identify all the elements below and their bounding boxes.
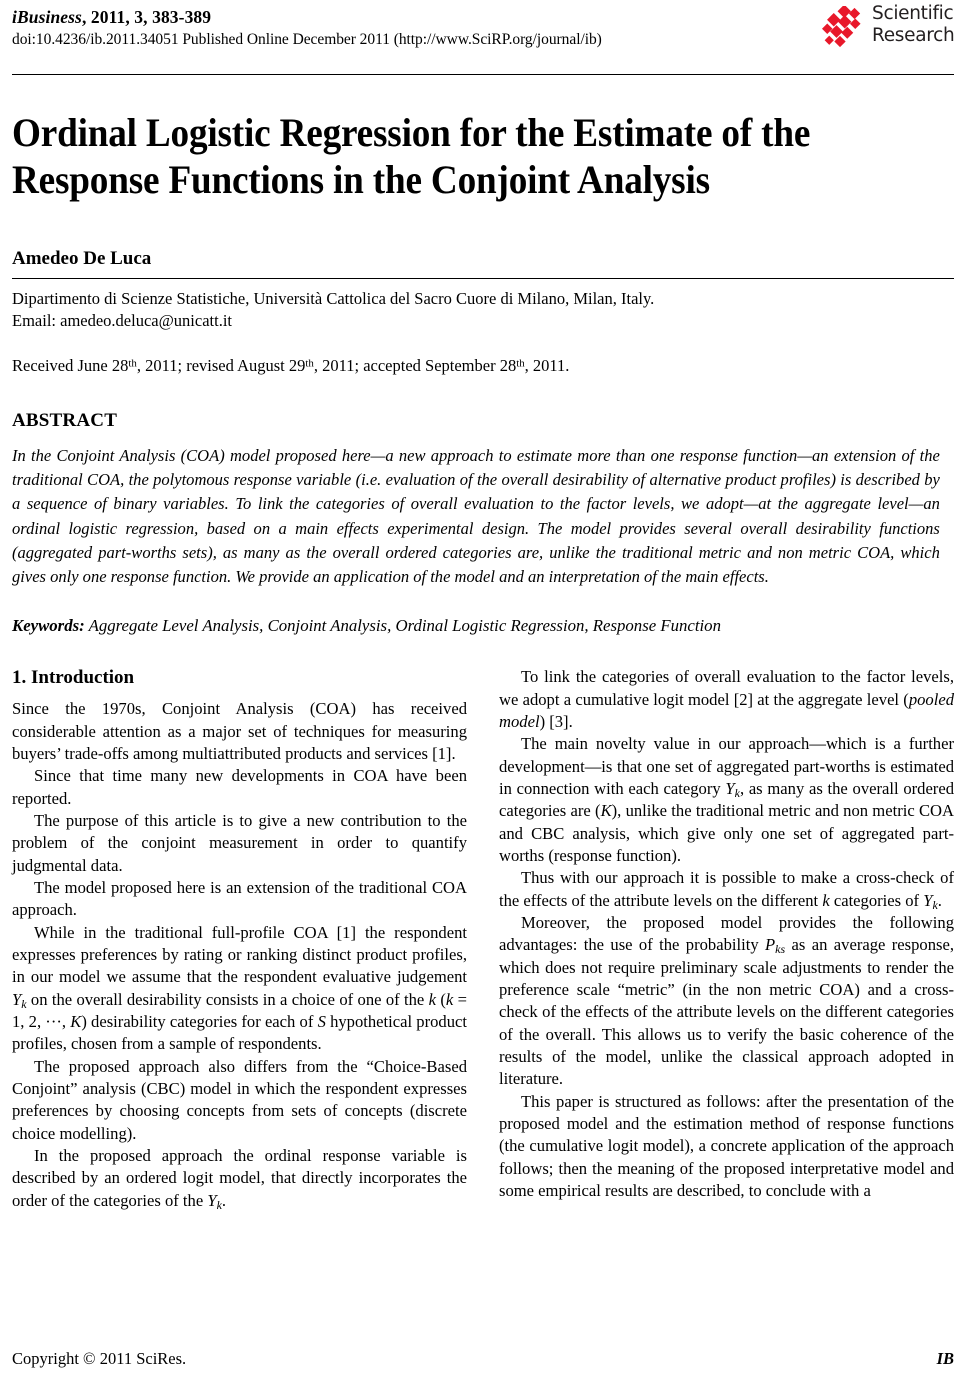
affiliation-line: Dipartimento di Scienze Statistiche, Università Cattolica del Sacro Cuore di Milano, Milan, Italy.	[12, 289, 655, 308]
body-columns	[12, 666, 954, 1212]
received-prefix: Received June 28	[12, 356, 129, 375]
publisher-logo	[814, 2, 954, 54]
text-run: Moreover, the proposed model provides the following advantages: the use of the probability	[499, 913, 954, 955]
text-run: ), unlike the traditional metric and non metric COA and CBC analysis, which give only one set of aggregated part-worths (response function).	[499, 801, 954, 865]
math-variable	[725, 779, 740, 798]
math-variable: k	[428, 989, 437, 1009]
logo-text-line2: Research	[872, 25, 955, 46]
author-divider	[12, 278, 954, 279]
text-run: categories of	[829, 890, 924, 910]
math-variable: K	[70, 1012, 82, 1032]
revised-mid: , 2011; revised August 29	[136, 356, 306, 375]
doi-line: doi:10.4236/ib.2011.34051 Published Online December 2011 (http://www.SciRP.org/journal/ib)	[12, 31, 602, 48]
math-symbol: P	[765, 935, 776, 955]
math-subscript: k	[216, 1197, 222, 1212]
paragraph	[12, 922, 467, 1056]
journal-issue: , 2011, 3, 383-389	[81, 7, 212, 27]
math-symbol: Y	[923, 890, 933, 910]
abstract-heading: ABSTRACT	[12, 410, 118, 431]
keywords-line	[12, 614, 954, 638]
author-name: Amedeo De Luca	[12, 248, 152, 269]
text-run: = 1, 2, ···,	[12, 989, 467, 1032]
author-email: Email: amedeo.deluca@unicatt.it	[12, 311, 232, 330]
revised-sup: th	[305, 357, 314, 370]
keywords-text: Aggregate Level Analysis, Conjoint Analysis, Ordinal Logistic Regression, Response Function	[84, 616, 721, 636]
affiliation-block	[12, 288, 954, 332]
math-variable	[207, 1191, 222, 1210]
text-run: In the proposed approach the ordinal response variable is described by an ordered logit model, that directly incorporates the order of the categories of the	[12, 1146, 467, 1210]
masthead-text	[12, 6, 772, 50]
math-variable	[923, 891, 938, 910]
text-run: as an average response, which does not require preliminary scale adjustments to render the preference scale “metric” (in the non metric COA) and a cross-check of the effects of the attribute levels on the different categories of the overall. This allows us to verify the basic coherence of the results of the model, unlike the classical approach adopted in literature.	[499, 935, 954, 1089]
page-title: Ordinal Logistic Regression for the Estimate of the Response Functions in the Conjoint Analysis	[12, 110, 811, 202]
paragraph	[499, 733, 954, 867]
masthead	[12, 0, 954, 68]
text-run: , as many as the overall ordered categories are (	[499, 778, 954, 821]
column-right	[499, 666, 954, 1212]
text-run: .	[937, 890, 942, 910]
math-variable: k	[445, 989, 454, 1009]
abstract-text: In the Conjoint Analysis (COA) model proposed here—a new approach to estimate more than one response function—an extension of the traditional COA, the polytomous response variable (i.e. evaluation of the overall desirability of alternative product profiles) is described by a sequence of binary variables. To link the categories of overall evaluation to the factor levels, we adopt—at the aggregate level—an ordinal logistic regression, based on a main effects experimental design. The model provides several overall desirability functions (aggregated part-worths sets), as many as the overall ordered categories are, unlike the traditional metric and non metric COA, which gives only one response function. We provide an application of the model and an interpretation of the main effects.	[12, 446, 940, 587]
math-subscript: k	[21, 996, 27, 1011]
paragraph	[12, 1145, 467, 1212]
logo-text-line1: Scientific	[872, 3, 954, 24]
paragraph: The purpose of this article is to give a new contribution to the problem of the conjoint measurement in order to quantify judgmental data.	[12, 810, 467, 875]
paragraph: This paper is structured as follows: after the presentation of the proposed model and the estimation method of response functions (the cumulative logit model), a concrete application of the approach follows; then the meaning of the proposed interpretative model and some empirical results are described, to conclude with a	[499, 1091, 954, 1201]
text-run: ) desirability categories for each of	[81, 1012, 318, 1032]
math-variable: K	[600, 801, 612, 821]
paragraph	[499, 666, 954, 733]
math-symbol: Y	[725, 778, 735, 798]
text-run: ) [3].	[539, 711, 573, 731]
text-run: To link the categories of overall evaluation to the factor levels, we adopt a cumulative logit model [2] at the aggregate level (	[499, 667, 954, 709]
journal-abbrev: IB	[936, 1349, 954, 1368]
page-footer	[12, 1349, 954, 1369]
paragraph: Since the 1970s, Conjoint Analysis (COA) has received considerable attention as a major set of techniques for measuring buyers’ trade-offs among multiattributed products and services [1].	[12, 699, 467, 763]
paragraph	[499, 867, 954, 912]
section-heading-introduction: 1. Introduction	[12, 667, 135, 689]
accepted-sup: th	[516, 357, 525, 370]
text-run: While in the traditional full-profile COA [1] the respondent expresses preferences by rating or ranking distinct product profiles, in our model we assume that the respondent evaluative judgement	[12, 922, 467, 987]
text-run: Thus with our approach it is possible to make a cross-check of the effects of the attribute levels on the different	[499, 868, 954, 910]
math-subscript: ks	[775, 942, 786, 957]
accepted-mid: , 2011; accepted September 28	[313, 356, 517, 375]
emphasis-term: pooled model	[499, 689, 954, 731]
text-run: hypothetical product profiles, chosen from a sample of respondents.	[12, 1012, 467, 1054]
logo-text	[872, 3, 954, 47]
math-variable: S	[317, 1012, 326, 1032]
text-run: .	[221, 1190, 227, 1210]
math-variable	[12, 990, 27, 1009]
math-variable	[765, 935, 786, 957]
journal-name: iBusiness	[12, 7, 82, 27]
diamond-grid-icon	[822, 6, 868, 50]
math-variable: k	[822, 890, 830, 910]
paragraph	[499, 912, 954, 1091]
copyright-text: Copyright © 2011 SciRes.	[12, 1349, 187, 1368]
paragraph: The model proposed here is an extension of the traditional COA approach.	[12, 877, 467, 920]
received-sup: th	[128, 357, 137, 370]
paragraph: Since that time many new developments in COA have been reported.	[12, 766, 467, 808]
math-symbol: Y	[207, 1190, 217, 1210]
text-run: The main novelty value in our approach—which is a further development—is that one set of aggregated part-worths is estimated in connection with each category	[499, 734, 954, 798]
dates-suffix: , 2011.	[524, 356, 570, 375]
math-symbol: Y	[12, 989, 22, 1009]
text-run: (	[436, 989, 446, 1009]
math-subscript: k	[932, 897, 938, 912]
keywords-label: Keywords:	[12, 616, 85, 636]
masthead-divider	[12, 74, 954, 75]
text-run: on the overall desirability consists in a choice of one of the	[26, 989, 429, 1009]
received-dates	[12, 355, 954, 377]
column-left	[12, 666, 467, 1212]
journal-citation-line	[12, 6, 772, 29]
math-subscript: k	[734, 785, 740, 800]
paragraph: The proposed approach also differs from the “Choice-Based Conjoint” analysis (CBC) model in which the respondent expresses preferences by choosing concepts from sets of concepts (discrete choice modelling).	[12, 1056, 467, 1143]
